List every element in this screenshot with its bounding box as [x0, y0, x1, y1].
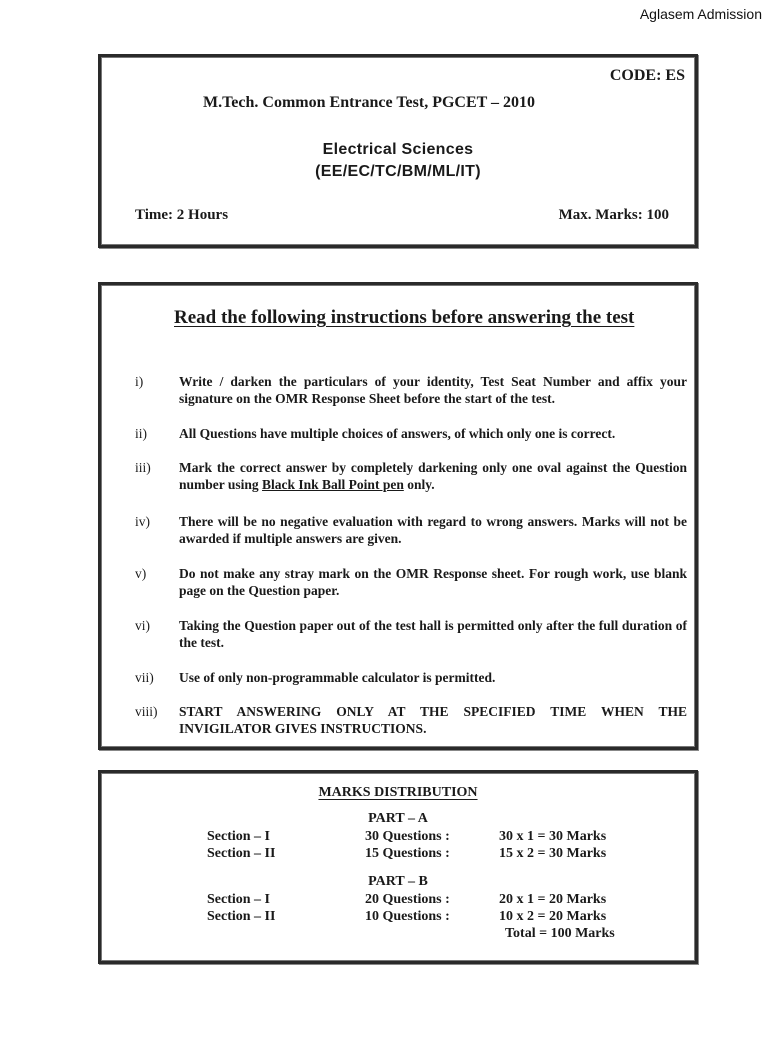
marks-calculation: 15 x 2 = 30 Marks [499, 846, 607, 861]
instructions-box [98, 282, 698, 750]
question-count: 10 Questions : [365, 909, 450, 924]
marks-calculation: 20 x 1 = 20 Marks [499, 892, 607, 907]
question-count: 20 Questions : [365, 892, 450, 907]
marks-calculation: 10 x 2 = 20 Marks [499, 909, 607, 924]
instruction-text [179, 459, 687, 493]
instruction-text: START ANSWERING ONLY AT THE SPECIFIED TIME WHEN THE INVIGILATOR GIVES INSTRUCTIONS. [179, 704, 687, 736]
instruction-number: vii) [135, 670, 154, 685]
instruction-underlined-text: Black Ink Ball Point pen [262, 477, 404, 492]
question-count: 30 Questions : [365, 829, 450, 844]
exam-title: M.Tech. Common Entrance Test, PGCET – 2010 [203, 94, 536, 111]
instruction-number: ii) [135, 426, 147, 441]
instruction-text-part: only. [403, 477, 435, 492]
instruction-number: i) [135, 374, 144, 389]
instruction-text: All Questions have multiple choices of answers, of which only one is correct. [179, 426, 616, 441]
section-label: Section – I [207, 892, 270, 907]
instruction-text: Do not make any stray mark on the OMR Response sheet. For rough work, use blank page on the Question paper. [179, 566, 687, 598]
instruction-text: Write / darken the particulars of your identity, Test Seat Number and affix your signature on the OMR Response Sheet before the start of the test. [179, 374, 687, 406]
subject-title: Electrical Sciences [322, 141, 474, 158]
exam-header-box [98, 54, 698, 248]
instruction-number: viii) [135, 704, 158, 719]
instruction-number: iv) [135, 514, 150, 529]
branches-list: (EE/EC/TC/BM/ML/IT) [315, 163, 481, 180]
part-label: PART – A [368, 811, 428, 826]
exam-duration: Time: 2 Hours [135, 207, 229, 223]
instruction-text-part: Mark the correct answer by completely darkening only one oval against the Question number using [179, 460, 687, 492]
marks-distribution-box [98, 770, 698, 964]
instruction-text: Use of only non-programmable calculator is permitted. [179, 670, 496, 685]
instruction-text: Taking the Question paper out of the test hall is permitted only after the full duration of the test. [179, 618, 687, 650]
marks-row [101, 829, 695, 846]
marks-distribution-title: MARKS DISTRIBUTION [318, 785, 478, 800]
section-label: Section – II [207, 846, 276, 861]
total-marks: Total = 100 Marks [505, 926, 615, 941]
instruction-number: vi) [135, 618, 150, 633]
max-marks: Max. Marks: 100 [558, 207, 669, 223]
marks-row [101, 892, 695, 909]
marks-calculation: 30 x 1 = 30 Marks [499, 829, 607, 844]
watermark-text: Aglasem Admission [639, 6, 762, 22]
section-label: Section – II [207, 909, 276, 924]
question-count: 15 Questions : [365, 846, 450, 861]
marks-row [101, 846, 695, 863]
part-label: PART – B [368, 874, 428, 889]
section-label: Section – I [207, 829, 270, 844]
instructions-heading: Read the following instructions before answering the test [174, 307, 635, 328]
instruction-number: v) [135, 566, 147, 581]
instruction-number: iii) [135, 460, 151, 475]
instruction-text: There will be no negative evaluation with regard to wrong answers. Marks will not be awarded if multiple answers are given. [179, 514, 687, 546]
marks-row [101, 909, 695, 926]
paper-code: CODE: ES [609, 67, 685, 84]
